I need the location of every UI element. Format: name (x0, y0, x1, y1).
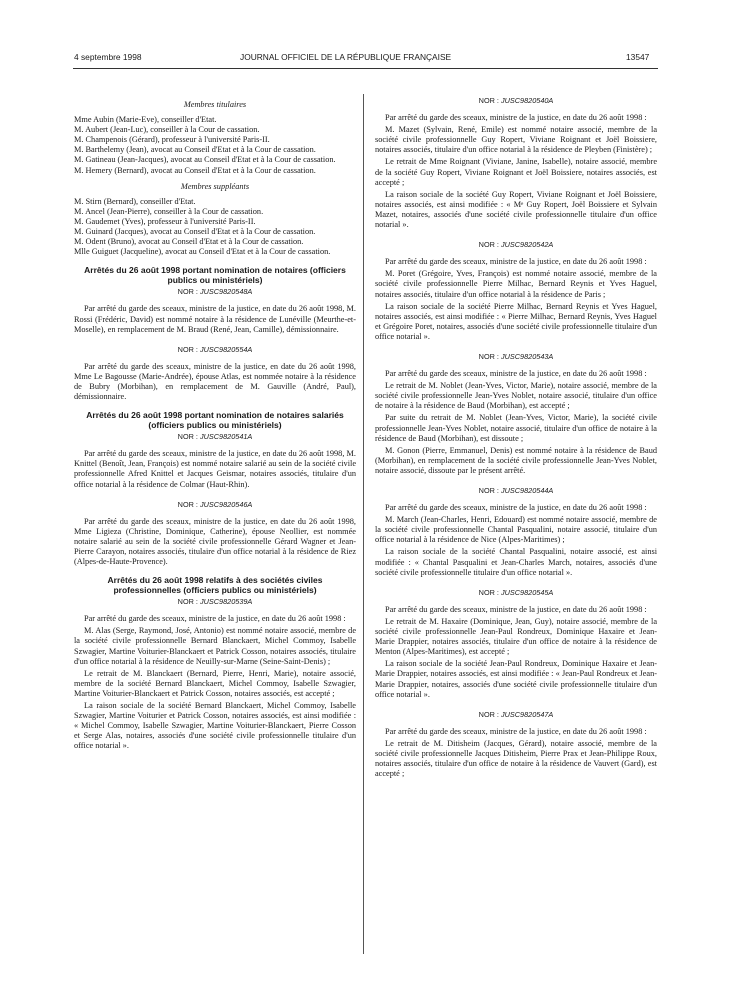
member-line: M. Stirn (Bernard), conseiller d'Etat. (74, 196, 196, 206)
suppleants-title: Membres suppléants (180, 181, 250, 191)
decree-paragraph: M. Gonon (Pierre, Emmanuel, Denis) est nommé notaire à la résidence de Baud (Morbihan), en remplacement de la société civile professionnelle Jean-Yves Noblet, notaire associé, dissoute par le présent arrêté. (375, 445, 657, 475)
member-line: M. Hemery (Bernard), avocat au Conseil d'Etat et à la Cour de cassation. (74, 165, 316, 175)
decree-paragraph: Par arrêté du garde des sceaux, ministre de la justice, en date du 26 août 1998, Mme Ligieza (Christine, Dominique, Catherine), épouse Neollier, est nommée notaire salarié au sein de la société civile professionnelle Gérard Wagner et Jean-Pierre Carayon, notaires associés, titulaire d'un office notarial à la résidence de Riez (Alpes-de-Haute-Provence). (74, 516, 356, 567)
decree-paragraph: La raison sociale de la société Guy Ropert, Viviane Roignant et Joël Boissiere, notaires associés, est ainsi modifiée : « Mᵉ Guy Ropert, Joël Boissiere et Sylvain Mazet, notaires, associés d'une société civile professionnelle titulaire d'un office notarial ». (375, 189, 657, 230)
decree-paragraph: Par arrêté du garde des sceaux, ministre de la justice, en date du 26 août 1998 : (385, 726, 647, 736)
decree-paragraph: M. Mazet (Sylvain, René, Emile) est nommé notaire associé, membre de la société civile professionnelle Guy Ropert, Viviane Roignant et Joël Boissiere, notaires associés, titulaire d'un office notarial à la résidence de Pleyben (Finistère) ; (375, 125, 657, 155)
section-heading: Arrêtés du 26 août 1998 relatifs à des sociétés civiles professionnelles (officiers publics ou ministériels) (107, 575, 323, 596)
page-header (0, 52, 731, 66)
section-heading: Arrêtés du 26 août 1998 portant nomination de notaires (officiers publics ou ministériels) (84, 265, 346, 286)
page-number: 13547 (626, 52, 650, 62)
member-line: M. Odent (Bruno), avocat au Conseil d'Etat et à la Cour de cassation. (74, 237, 304, 247)
decree-paragraph: La raison sociale de la société Jean-Paul Rondreux, Dominique Haxaire et Jean-Marie Drappier, notaires associés, est ainsi modifiée : « Jean-Paul Rondreux et Jean-Marie Drappier, notaires, associés d'une société civile professionnelle titulaire d'un office notarial ». (375, 659, 657, 699)
decree-paragraph: Le retrait de M. Haxaire (Dominique, Jean, Guy), notaire associé, membre de la société civile professionnelle Jean-Paul Rondreux, Dominique Haxaire et Jean-Marie Drappier, notaires associés, titulaire d'un office de notaire à la résidence de Menton (Alpes-Maritimes), est accepté ; (375, 616, 657, 657)
member-line: M. Ancel (Jean-Pierre), conseiller à la Cour de cassation. (74, 206, 264, 216)
decree-paragraph: Par arrêté du garde des sceaux, ministre de la justice, en date du 26 août 1998, M. Rossi (Frédéric, David) est nommé notaire à la résidence de Lunéville (Meurthe-et-Moselle), en remplacement de M. Braud (René, Jean, Camille), démissionnaire. (74, 304, 356, 334)
member-line: M. Gatineau (Jean-Jacques), avocat au Conseil d'Etat et à la Cour de cassation. (74, 155, 336, 165)
decree-paragraph: Le retrait de M. Blanckaert (Bernard, Pierre, Henri, Marie), notaire associé, membre de la société Bernard Blanckaert, Michel Commoy, Isabelle Szwagier, Martine Voiturier-Blanckaert et Patrick Cosson, notaires associés, est accepté ; (74, 668, 356, 698)
member-line: M. Champenois (Gérard), professeur à l'université Paris-II. (74, 135, 270, 145)
section-heading: Arrêtés du 26 août 1998 portant nomination de notaires salariés (officiers publics ou ministériels) (86, 410, 344, 431)
member-line: Mme Aubin (Marie-Eve), conseiller d'Etat. (74, 115, 217, 125)
decree-paragraph: M. Poret (Grégoire, Yves, François) est nommé notaire associé, membre de la société civile professionnelle Pierre Milhac, Bernard Reynis et Yves Haguel, notaires associés, titulaire d'un office notarial à la résidence de Paris ; (375, 269, 657, 299)
nor-reference: NOR : JUSC9820542A (478, 240, 554, 250)
decree-paragraph: M. Alas (Serge, Raymond, José, Antonio) est nommé notaire associé, membre de la société civile professionnelle Bernard Blanckaert, Michel Commoy, Isabelle Szwagier, Martine Voiturier-Blanckaert et Patrick Cosson, notaires associés, titulaire d'un office notarial à la résidence de Neuilly-sur-Marne (Seine-Saint-Denis) ; (74, 626, 356, 666)
decree-paragraph: Le retrait de M. Ditisheim (Jacques, Gérard), notaire associé, membre de la société civile professionnelle Jacques Ditisheim, Pierre Prax et Jean-Philippe Roux, notaires associés, titulaire d'un office de notaire à la résidence de Vauvert (Gard), est accepté ; (375, 738, 657, 779)
decree-paragraph: La raison sociale de la société Chantal Pasqualini, notaire associé, est ainsi modifiée : « Chantal Pasqualini et Jean-Charles March, notaires, associés d'une société civile professionnelle titulaire d'un office notarial ». (375, 547, 657, 577)
member-line: M. Guinard (Jacques), avocat au Conseil d'Etat et à la Cour de cassation. (74, 227, 316, 237)
decree-paragraph: Le retrait de Mme Roignant (Viviane, Janine, Isabelle), notaire associé, membre de la société Guy Ropert, Viviane Roignant et Joël Boissiere, notaires associés, est accepté ; (375, 157, 657, 187)
decree-paragraph: Le retrait de M. Noblet (Jean-Yves, Victor, Marie), notaire associé, membre de la société civile professionnelle Jean-Yves Noblet, notaire associé, titulaire d'un office de notaire à la résidence de Baud (Morbihan), est accepté ; (375, 381, 657, 411)
column-divider (363, 94, 364, 954)
decree-paragraph: La raison sociale de la société Pierre Milhac, Bernard Reynis et Yves Haguel, notaires associés, est ainsi modifiée : « Pierre Milhac, Bernard Reynis, Yves Haguel et Grégoire Poret, notaires, associés d'une société civile professionnelle titulaire d'un office notarial ». (375, 301, 657, 341)
header-rule (73, 68, 658, 69)
decree-paragraph: Par arrêté du garde des sceaux, ministre de la justice, en date du 26 août 1998 : (385, 503, 647, 513)
nor-reference: NOR : JUSC9820548A (177, 287, 253, 297)
decree-paragraph: La raison sociale de la société Bernard Blanckaert, Michel Commoy, Isabelle Szwagier, Martine Voiturier et Patrick Cosson, notaires associés, est ainsi modifiée : « Michel Commoy, Isabelle Szwagier, Martine Voiturier-Blanckaert, Pierre Cosson et Serge Alas, notaires, associés d'une société civile professionnelle titulaire d'un office notarial ». (74, 701, 356, 751)
nor-reference: NOR : JUSC9820545A (478, 587, 554, 597)
decree-paragraph: Par arrêté du garde des sceaux, ministre de la justice, en date du 26 août 1998 : (385, 604, 647, 614)
journal-title: JOURNAL OFFICIEL DE LA RÉPUBLIQUE FRANÇAISE (240, 52, 452, 62)
nor-reference: NOR : JUSC9820546A (177, 499, 253, 509)
nor-reference: NOR : JUSC9820543A (478, 351, 554, 361)
left-column (74, 94, 356, 754)
nor-reference: NOR : JUSC9820539A (177, 597, 253, 607)
nor-reference: NOR : JUSC9820544A (478, 486, 554, 495)
member-line: M. Barthelemy (Jean), avocat au Conseil d'Etat et à la Cour de cassation. (74, 145, 316, 155)
titulaires-title: Membres titulaires (183, 100, 247, 109)
decree-paragraph: Par suite du retrait de M. Noblet (Jean-Yves, Victor, Marie), la société civile professionnelle Jean-Yves Noblet, notaire associé, titulaire d'un office de notaire à la résidence de Baud (Morbihan), est dissoute ; (375, 413, 657, 443)
decree-paragraph: Par arrêté du garde des sceaux, ministre de la justice, en date du 26 août 1998 : (385, 113, 647, 123)
decree-paragraph: Par arrêté du garde des sceaux, ministre de la justice, en date du 26 août 1998 : (84, 614, 346, 624)
nor-reference: NOR : JUSC9820541A (177, 432, 253, 442)
nor-reference: NOR : JUSC9820554A (177, 344, 253, 354)
member-line: M. Aubert (Jean-Luc), conseiller à la Cour de cassation. (74, 125, 260, 135)
decree-paragraph: Par arrêté du garde des sceaux, ministre de la justice, en date du 26 août 1998, Mme Le Bagousse (Marie-Andrée), épouse Atlas, est nommée notaire à la résidence de Bubry (Morbihan), en remplacement de M. Gauville (André, Paul), démissionnaire. (74, 361, 356, 402)
member-line: Mlle Guiguet (Jacqueline), avocat au Conseil d'Etat et à la Cour de cassation. (74, 247, 331, 257)
issue-date: 4 septembre 1998 (74, 52, 142, 62)
nor-reference: NOR : JUSC9820540A (478, 96, 554, 105)
decree-paragraph: Par arrêté du garde des sceaux, ministre de la justice, en date du 26 août 1998, M. Knittel (Benoît, Jean, François) est nommé notaire salarié au sein de la société civile professionnelle Afred Knittel et Jacques Geismar, notaires associés, titulaire d'un office notarial à la résidence de Colmar (Haut-Rhin). (74, 449, 356, 489)
member-line: M. Gaudemet (Yves), professeur à l'université Paris-II. (74, 216, 256, 226)
decree-paragraph: Par arrêté du garde des sceaux, ministre de la justice, en date du 26 août 1998 : (385, 369, 647, 379)
nor-reference: NOR : JUSC9820547A (478, 709, 554, 719)
right-column (375, 94, 657, 781)
decree-paragraph: Par arrêté du garde des sceaux, ministre de la justice, en date du 26 août 1998 : (385, 257, 647, 267)
decree-paragraph: M. March (Jean-Charles, Henri, Edouard) est nommé notaire associé, membre de la société civile professionnelle Chantal Pasqualini, notaire associé, titulaire d'un office notarial à la résidence de Nice (Alpes-Maritimes) ; (375, 515, 657, 545)
